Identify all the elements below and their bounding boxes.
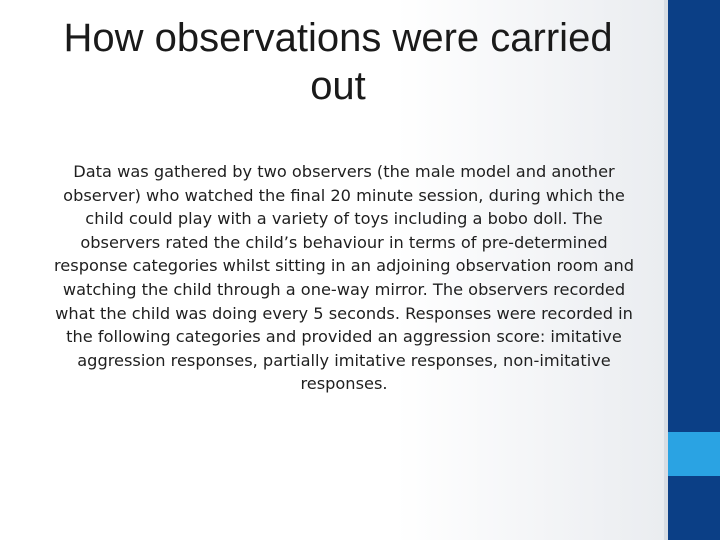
- slide-body-text: Data was gathered by two observers (the male model and another observer) who watched the final 20 minute session, during which the child could play with a variety of toys including a bobo doll. The observers rated the child’s behaviour in terms of pre-determined response categories whilst sitting in an adjoining observation room and watching the child through a one-way mirror. The observers recorded what the child was doing every 5 seconds. Responses were recorded in the following categories and provided an aggression score: imitative aggression responses, partially imitative responses, non-imitative responses.: [54, 162, 634, 394]
- slide-title: How observations were carried out: [63, 16, 613, 108]
- decorative-sidebar-accent: [668, 432, 720, 476]
